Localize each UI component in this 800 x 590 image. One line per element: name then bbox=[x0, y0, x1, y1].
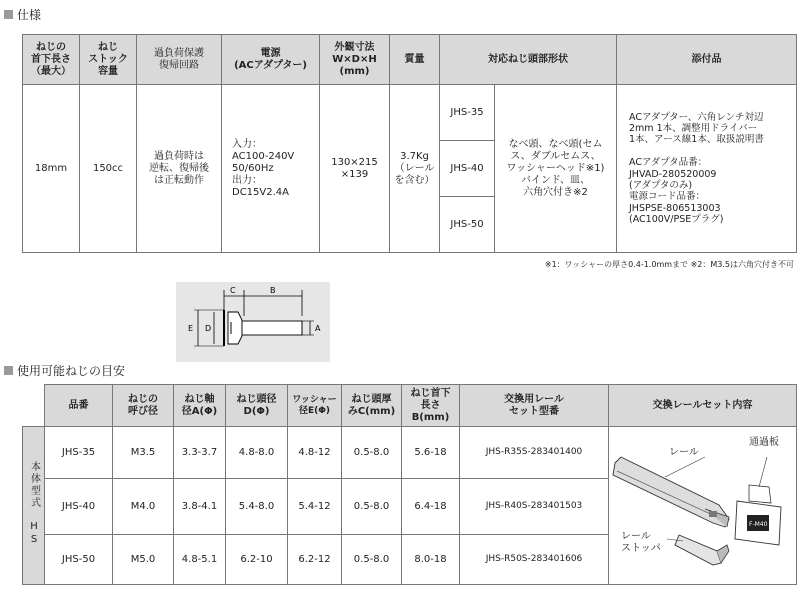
usage-cell: 0.5-8.0 bbox=[342, 479, 402, 535]
usage-header-head: ねじ頭径 D(Φ) bbox=[226, 385, 288, 427]
usage-cell: JHS-40 bbox=[45, 479, 113, 535]
spec-header-dimensions: 外観寸法 W×D×H (mm) bbox=[320, 35, 390, 85]
spec-model: JHS-35 bbox=[440, 85, 495, 141]
usage-header-rail-set: 交換用レール セット型番 bbox=[460, 385, 609, 427]
spec-header-capacity: ねじ ストック 容量 bbox=[80, 35, 137, 85]
spec-neck-length: 18mm bbox=[23, 85, 80, 253]
spec-model: JHS-40 bbox=[440, 141, 495, 197]
diagram-label-e: E bbox=[188, 324, 194, 333]
diagram-label-c: C bbox=[230, 286, 236, 295]
usage-cell: 5.6-18 bbox=[402, 427, 460, 479]
diagram-label-a: A bbox=[315, 324, 321, 333]
spec-model: JHS-50 bbox=[440, 197, 495, 253]
usage-cell: 5.4-12 bbox=[288, 479, 342, 535]
spec-header-accessories: 添付品 bbox=[617, 35, 797, 85]
spec-table bbox=[22, 34, 797, 253]
spec-header-weight: 質量 bbox=[390, 35, 440, 85]
spec-header-protection: 過負荷保護 復帰回路 bbox=[137, 35, 222, 85]
usage-side-label bbox=[23, 427, 45, 585]
usage-header-row bbox=[23, 385, 797, 427]
usage-cell: 4.8-5.1 bbox=[174, 535, 226, 585]
rail-set-image bbox=[609, 427, 797, 585]
usage-side-label-text: 本体型式 HS bbox=[28, 460, 40, 547]
square-bullet-icon bbox=[4, 366, 13, 375]
usage-cell: 8.0-18 bbox=[402, 535, 460, 585]
square-bullet-icon bbox=[4, 10, 13, 19]
section-title-text: 使用可能ねじの目安 bbox=[17, 364, 126, 378]
spec-dimensions: 130×215 ×139 bbox=[320, 85, 390, 253]
usage-header-rail-contents: 交換レールセット内容 bbox=[609, 385, 797, 427]
section-title-text: 仕様 bbox=[17, 8, 42, 22]
usage-cell: JHS-R35S-283401400 bbox=[460, 427, 609, 479]
usage-cell: JHS-R40S-283401503 bbox=[460, 479, 609, 535]
usage-cell: M4.0 bbox=[113, 479, 174, 535]
usage-header-neck: ねじ首下 長さB(mm) bbox=[402, 385, 460, 427]
usage-header-blank bbox=[23, 385, 45, 427]
usage-cell: 3.8-4.1 bbox=[174, 479, 226, 535]
usage-cell: JHS-50 bbox=[45, 535, 113, 585]
usage-cell: 0.5-8.0 bbox=[342, 535, 402, 585]
usage-cell: M3.5 bbox=[113, 427, 174, 479]
footnote: ※1：ワッシャーの厚さ0.4-1.0mmまで ※2：M3.5は六角穴付き不可 bbox=[544, 260, 794, 269]
usage-cell: M5.0 bbox=[113, 535, 174, 585]
spec-power: 入力： AC100-240V 50/60Hz 出力： DC15V2.4A bbox=[222, 85, 320, 253]
usage-header-washer: ワッシャー 径E(Φ) bbox=[288, 385, 342, 427]
spec-header-power: 電源 (ACアダプター) bbox=[222, 35, 320, 85]
usage-cell: 6.4-18 bbox=[402, 479, 460, 535]
rail-label: レール bbox=[669, 447, 699, 458]
usage-cell: 5.4-8.0 bbox=[226, 479, 288, 535]
usage-header-head-thick: ねじ頭厚 みC(mm) bbox=[342, 385, 402, 427]
spec-data-row bbox=[23, 85, 797, 141]
usage-cell: JHS-35 bbox=[45, 427, 113, 479]
spec-protection: 過負荷時は 逆転、復帰後 は正転動作 bbox=[137, 85, 222, 253]
usage-cell: 6.2-12 bbox=[288, 535, 342, 585]
spec-header-head-shapes: 対応ねじ頭部形状 bbox=[440, 35, 617, 85]
usage-cell: JHS-R50S-283401606 bbox=[460, 535, 609, 585]
rail-illustration bbox=[609, 427, 793, 577]
usage-header-nominal: ねじの 呼び径 bbox=[113, 385, 174, 427]
usage-cell: 3.3-3.7 bbox=[174, 427, 226, 479]
screw-diagram-icon bbox=[176, 282, 330, 362]
section-title-usage bbox=[4, 362, 125, 379]
spec-weight: 3.7Kg （レール を含む） bbox=[390, 85, 440, 253]
table-row bbox=[23, 427, 797, 479]
plate-label: 通過板 bbox=[749, 437, 779, 448]
spec-header-row bbox=[23, 35, 797, 85]
spec-accessories: ACアダプター、六角レンチ対辺 2mm 1本、調整用ドライバー 1本、アース線1本、取扱説明書 ACアダプタ品番： JHVAD-280520009 (アダプタのみ) 電源コード品番： JHSPSE-806513003 (AC100V/PSEプラグ) bbox=[617, 85, 797, 253]
section-title-spec bbox=[4, 6, 41, 23]
usage-cell: 0.5-8.0 bbox=[342, 427, 402, 479]
screw-dimension-diagram bbox=[176, 282, 330, 362]
spec-head-shapes: なべ頭、なべ頭(セム ス、ダブルセムス、 ワッシャーヘッド※1) バインド、皿、 六角穴付き※2 bbox=[495, 85, 617, 253]
usage-cell: 4.8-12 bbox=[288, 427, 342, 479]
usage-table bbox=[22, 384, 797, 585]
diagram-label-d: D bbox=[205, 324, 212, 333]
usage-cell: 4.8-8.0 bbox=[226, 427, 288, 479]
usage-header-model: 品番 bbox=[45, 385, 113, 427]
diagram-label-b: B bbox=[270, 286, 276, 295]
usage-header-shaft: ねじ軸 径A(Φ) bbox=[174, 385, 226, 427]
stopper-label: レール ストッパ bbox=[621, 531, 661, 554]
spec-capacity: 150cc bbox=[80, 85, 137, 253]
plate-mark: F-M40 bbox=[749, 521, 768, 528]
spec-header-neck: ねじの 首下長さ （最大） bbox=[23, 35, 80, 85]
usage-cell: 6.2-10 bbox=[226, 535, 288, 585]
